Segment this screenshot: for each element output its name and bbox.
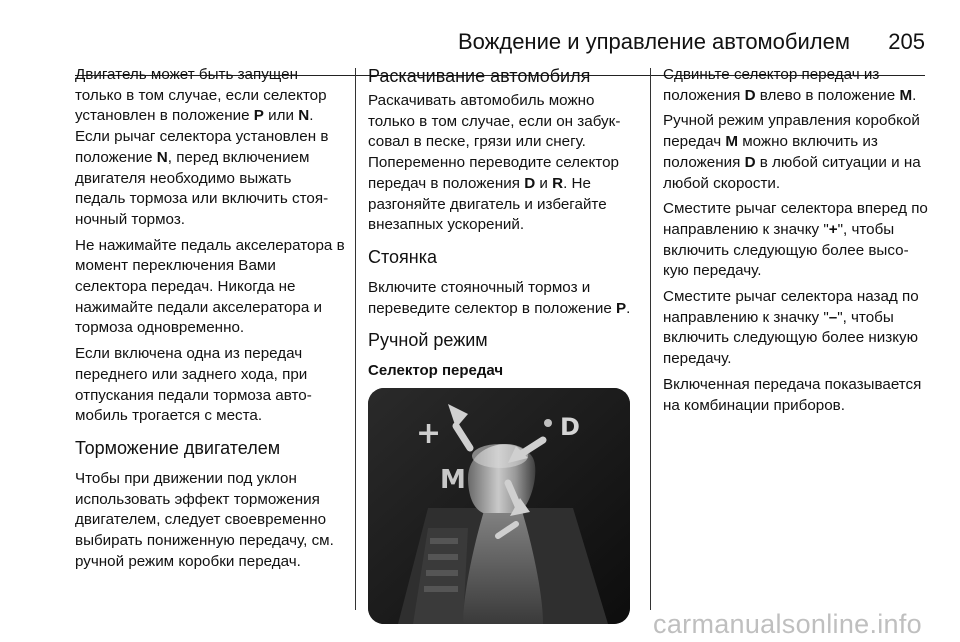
column-divider [650,68,651,610]
paragraph: Раскачивать автомобиль можно только в том случае, если он забуксовал в песке, грязи или снегу. Попеременно переводите селектор передач в положения D и R. Не разгоняйте двигатель и избегайте внезапных ускорений. [368,92,621,234]
drive-position-label: D [560,413,580,442]
column-1 [75,65,345,577]
manual-mode-label: M [440,465,466,496]
paragraph: Чтобы при движении под уклон использовать эффект торможения двигателем, следует своевременно выбирать пониженную передачу, см. ручной режим коробки передач. [75,469,334,570]
section-heading: Ручной режим [368,330,488,351]
plus-symbol [416,416,441,451]
page-title: Вождение и управление автомобилем [457,29,850,54]
page-header [0,27,960,57]
section-heading: Стоянка [368,246,438,267]
paragraph: Ручной режим управления коробкой передач M можно включить из положения D в любой ситуации и на любой скорости. [663,112,921,192]
gear-selector-drawing [368,388,630,624]
paragraph: Включенная передача показывается на комбинации приборов. [663,375,922,414]
page-number: 205 [888,29,925,54]
paragraph: Сместите рычаг селектора назад по направлению к значку "–", чтобы включить следующую более низкую передачу. [663,288,919,368]
column-3 [663,65,928,421]
subsection-heading: Селектор передач [368,362,504,380]
paragraph: Не нажимайте педаль акселератора в момент переключения Вами селектора передач. Никогда не нажимайте педали акселератора и тормоза одновременно. [75,236,345,337]
section-heading: Торможение двигателем [75,437,281,458]
watermark: carmanualsonline.info [653,609,922,639]
column-2 [368,65,636,624]
paragraph: Сместите рычаг селектора вперед по направлению к значку "+", чтобы включить следующую более высокую передачу. [663,200,928,280]
section-heading: Раскачивание автомобиля [368,66,591,86]
paragraph: Если включена одна из передач переднего или заднего хода, при отпускания педали тормоза автомобиль трогается с места. [75,345,312,425]
svg-text:+: + [416,416,442,452]
paragraph: Двигатель может быть запущен только в том случае, если селектор установлен в положение P или N. Если рычаг селектора установлен в положение N, перед включением двигателя необходимо выжать педаль тормоза или включить стояночный тормоз. [75,66,329,228]
paragraph: Сдвиньте селектор передач из положения D влево в положение M. [663,66,917,104]
gear-selector-illustration [368,388,630,624]
column-divider [355,68,356,610]
paragraph: Включите стояночный тормоз и переведите селектор в положение P. [368,278,631,317]
